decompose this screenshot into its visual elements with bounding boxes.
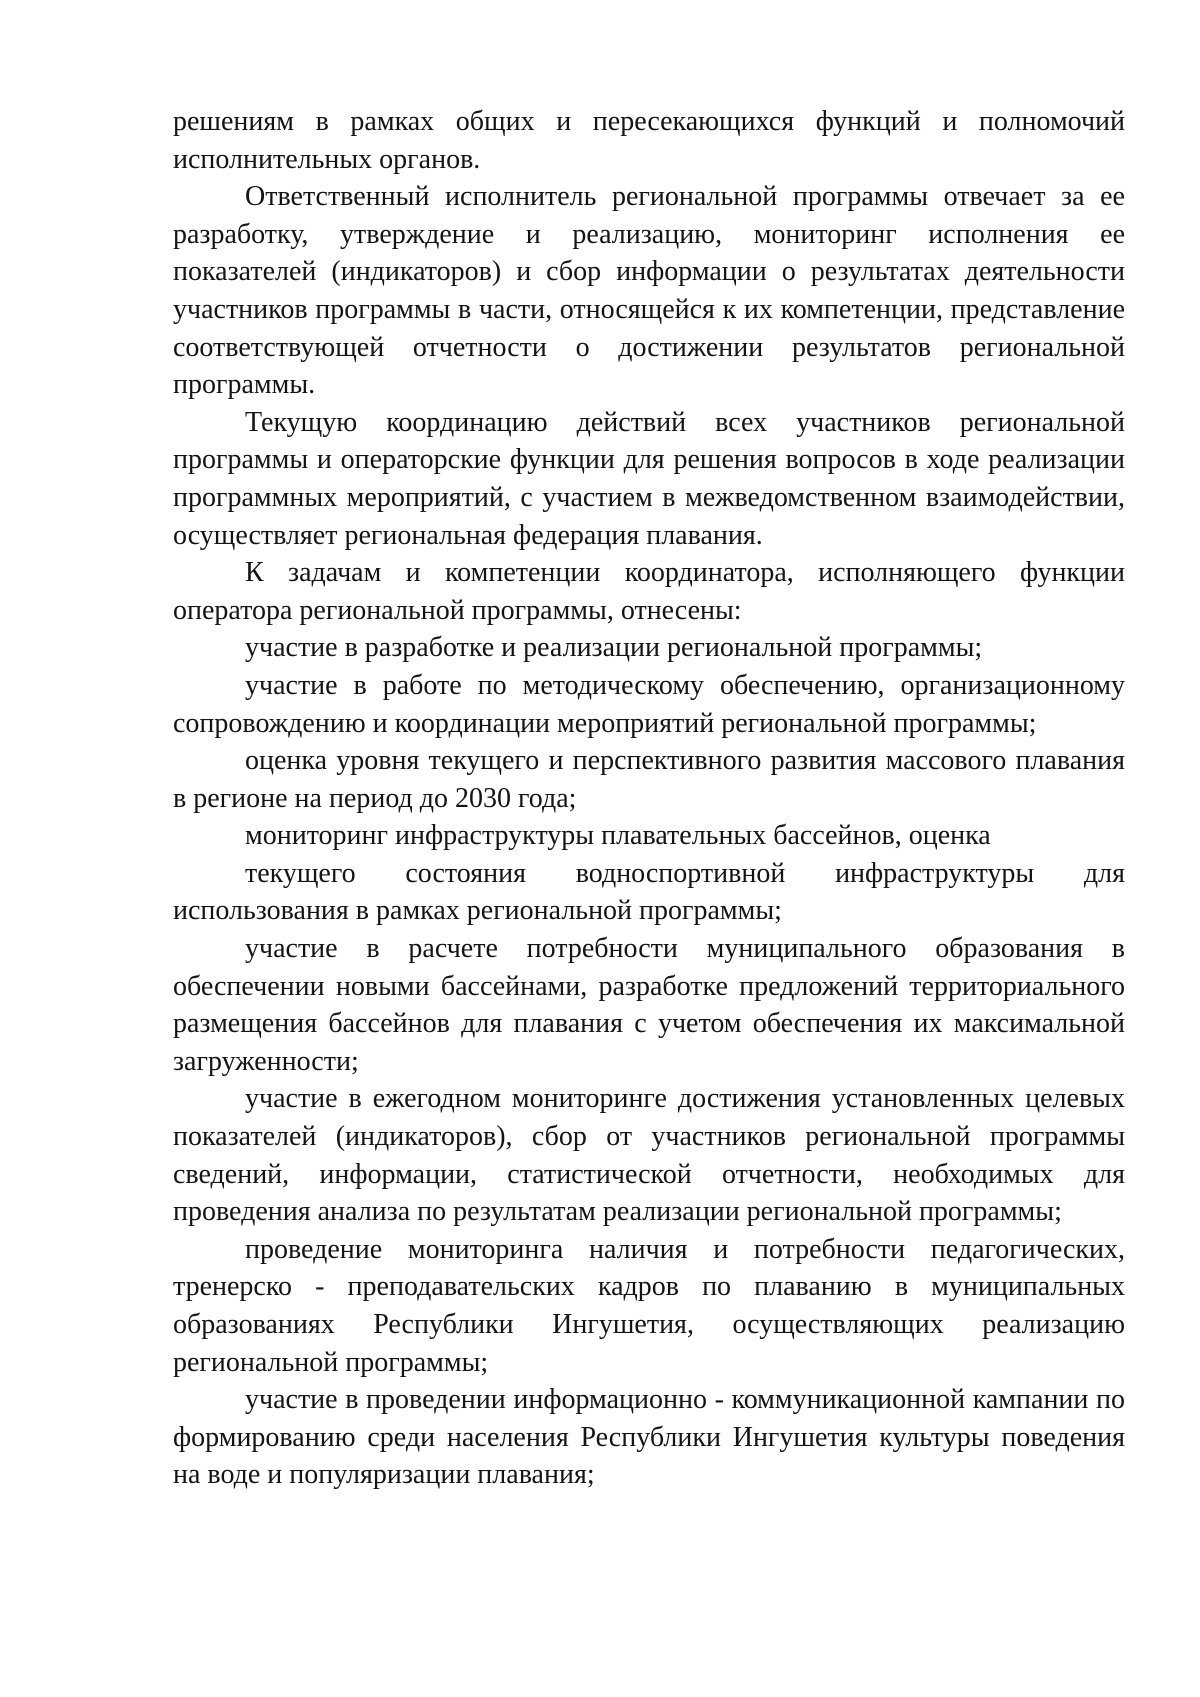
paragraph-10: участие в ежегодном мониторинге достижения установленных целевых показателей (индикаторов), сбор от участников региональной программы сведений, информации, статистической отчетности, необходимых для проведения анализа по результатам реализации региональной программы; [173,1083,1125,1228]
paragraph-9: участие в расчете потребности муниципального образования в обеспечении новыми бассейнами, разработке предложений территориального размещения бассейнов для плавания с учетом обеспечения их максимальной загруженности; [173,933,1125,1077]
paragraph-4: К задачам и компетенции координатора, исполняющего функции оператора региональной программы, отнесены: [173,557,1125,626]
document-page [173,103,1125,1494]
paragraph-6: участие в работе по методическому обеспечению, организационному сопровождению и координации мероприятий региональной программы; [173,669,1125,739]
paragraph-8b: текущего состояния водноспортивной инфраструктуры для использования в рамках региональной программы; [173,857,1125,927]
paragraph-11: проведение мониторинга наличия и потребности педагогических, тренерско - преподавательских кадров по плаванию в муниципальных образованиях Республики Ингушетия, осуществляющих реализацию региональной программы; [173,1233,1125,1378]
paragraph-7: оценка уровня текущего и перспективного развития массового плавания в регионе на период до 2030 года; [173,745,1125,814]
paragraph-2: Ответственный исполнитель региональной программы отвечает за ее разработку, утверждение и реализацию, мониторинг исполнения ее показателей (индикаторов) и сбор информации о результатах деятельности участников программы в части, относящейся к их компетенции, представление соответствующей отчетности о достижении результатов региональной программы. [173,181,1125,401]
paragraph-5: участие в разработке и реализации региональной программы; [245,632,983,664]
paragraph-12: участие в проведении информационно - коммуникационной кампании по формированию среди населения Республики Ингушетия культуры поведения на воде и популяризации плавания; [173,1384,1125,1491]
paragraph-8a: мониторинг инфраструктуры плавательных бассейнов, оценка [245,820,991,852]
paragraph-3: Текущую координацию действий всех участников региональной программы и операторские функции для решения вопросов в ходе реализации программных мероприятий, с участием в межведомственном взаимодействии, осуществляет региональная федерация плавания. [173,406,1125,551]
paragraph-1: решениям в рамках общих и пересекающихся функций и полномочий исполнительных органов. [173,106,1125,175]
